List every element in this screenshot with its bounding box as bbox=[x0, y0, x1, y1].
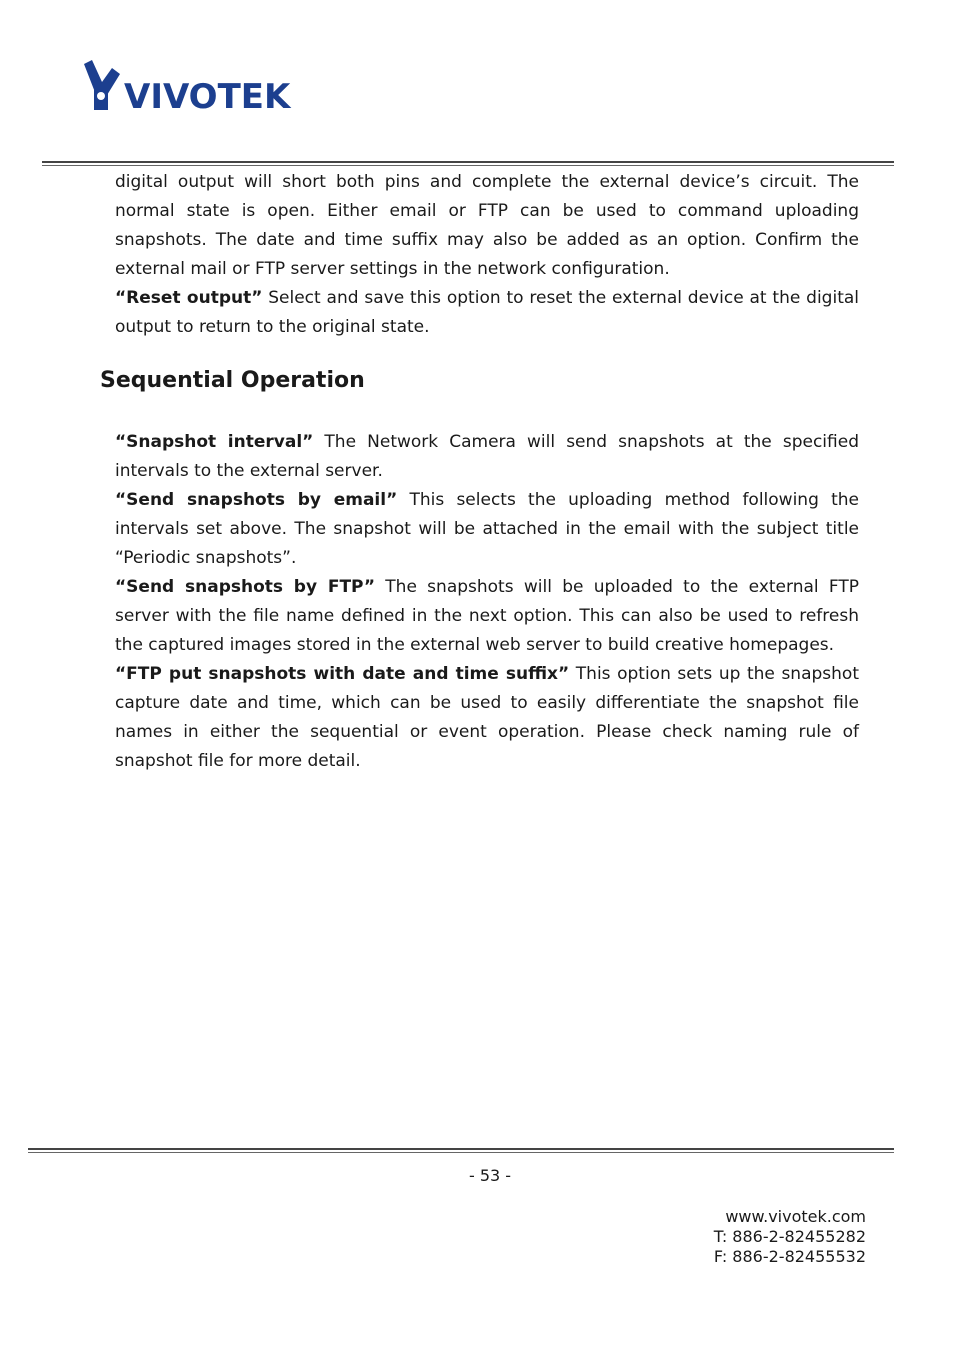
paragraph bbox=[115, 573, 859, 660]
footer-rule bbox=[28, 1148, 894, 1150]
footer-rule-thin bbox=[28, 1152, 894, 1153]
paragraph bbox=[115, 428, 859, 486]
logo-wordmark: VIVOTEK bbox=[124, 77, 291, 114]
body-section bbox=[115, 428, 859, 776]
paragraph bbox=[115, 660, 859, 776]
term: “Send snapshots by email” bbox=[115, 490, 398, 510]
contact-info bbox=[714, 1207, 866, 1267]
header-rule-thin bbox=[42, 165, 894, 166]
description: This selects the uploading method following the intervals set above. The snapshot will be attached in the email with the subject title “Periodic snapshots”. bbox=[115, 490, 859, 568]
description: digital output will short both pins and complete the external device’s circuit. The normal state is open. Either email or FTP can be used to command uploading snapshots. The date and time suffix may also be added as an option. Confirm the external mail or FTP server settings in the network configuration. bbox=[115, 172, 859, 279]
phone-number: T: 886-2-82455282 bbox=[713, 1227, 866, 1246]
website-link[interactable]: www.vivotek.com bbox=[725, 1207, 866, 1226]
description: This option sets up the snapshot capture date and time, which can be used to easily differentiate the snapshot file names in either the sequential or event operation. Please check naming rule of snapshot file for more detail. bbox=[115, 664, 859, 771]
term: “FTP put snapshots with date and time suffix” bbox=[115, 664, 570, 684]
term: “Send snapshots by FTP” bbox=[115, 577, 376, 597]
term: “Reset output” bbox=[115, 288, 263, 308]
body-top bbox=[115, 168, 859, 342]
paragraph bbox=[115, 284, 859, 342]
header-rule bbox=[42, 161, 894, 163]
term: “Snapshot interval” bbox=[115, 432, 314, 452]
description: The Network Camera will send snapshots at the specified intervals to the external server. bbox=[115, 432, 859, 481]
section-title: Sequential Operation bbox=[100, 368, 365, 393]
description: Select and save this option to reset the external device at the digital output to return to the original state. bbox=[115, 288, 859, 337]
page-number: - 53 - bbox=[468, 1166, 512, 1185]
fax-number: F: 886-2-82455532 bbox=[713, 1247, 866, 1266]
paragraph bbox=[115, 486, 859, 573]
vivotek-logo bbox=[84, 60, 294, 114]
paragraph bbox=[115, 168, 859, 284]
description: The snapshots will be uploaded to the external FTP server with the file name defined in the next option. This can also be used to refresh the captured images stored in the external web server to build creative homepages. bbox=[115, 577, 860, 655]
